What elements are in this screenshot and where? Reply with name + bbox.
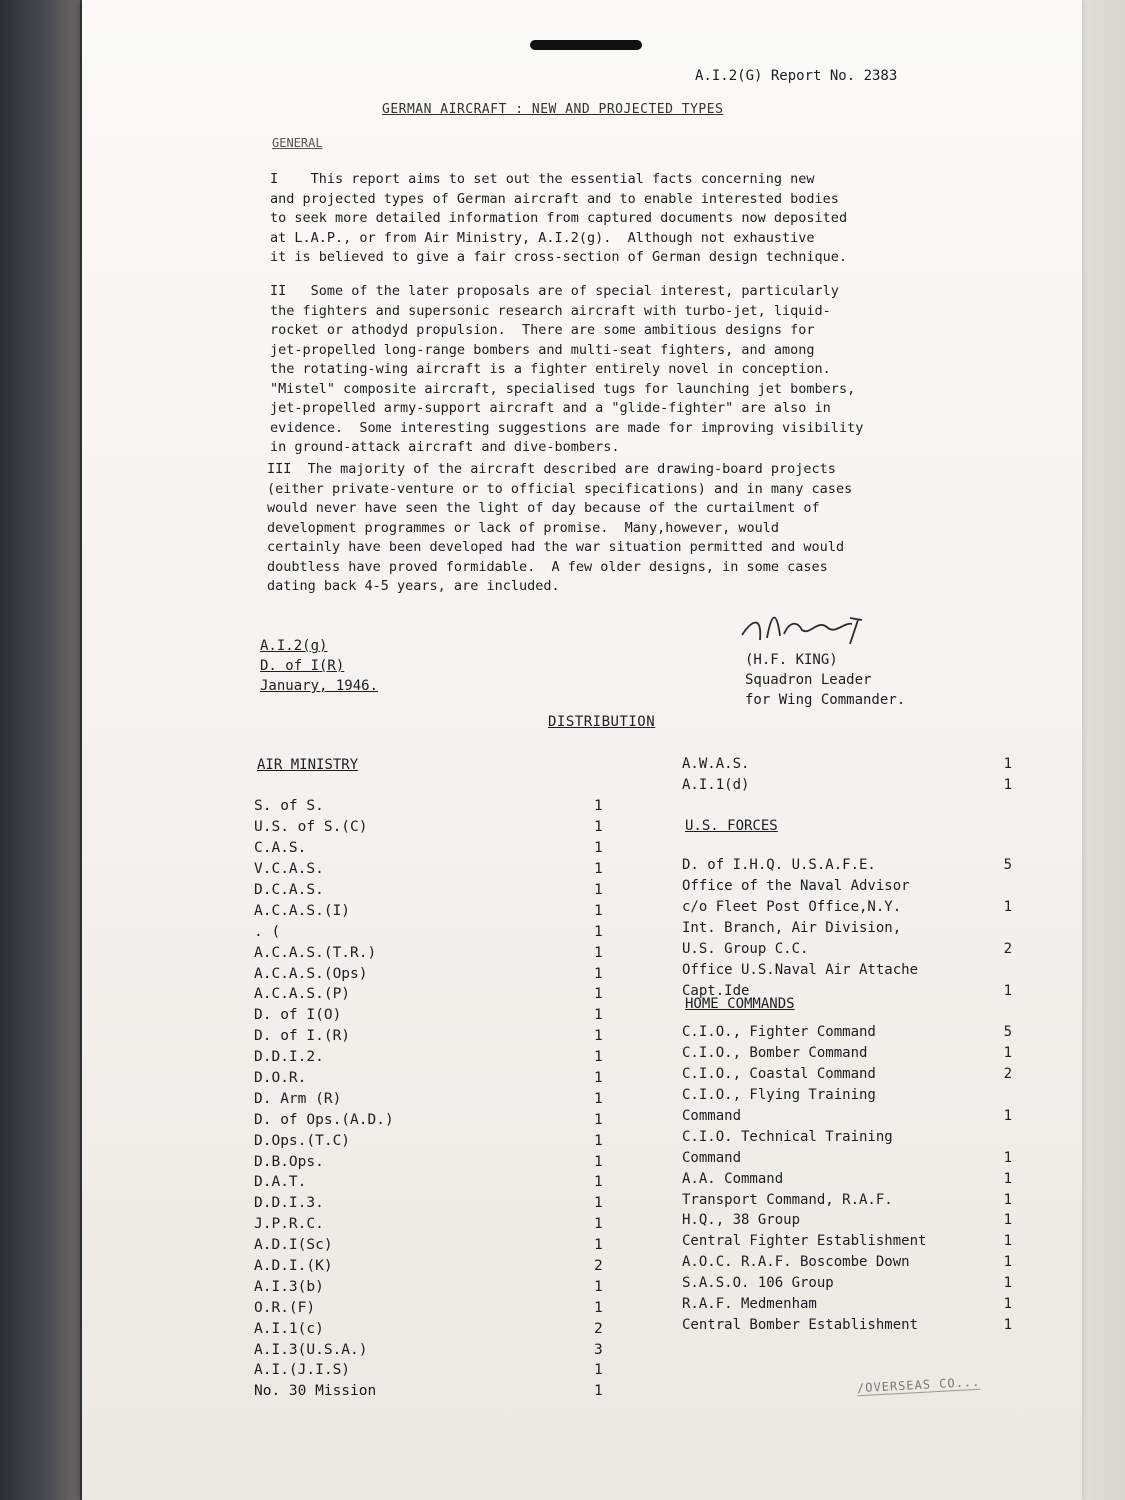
copies: 1 bbox=[594, 902, 603, 919]
copies: 5 bbox=[1003, 1024, 1012, 1041]
copies: 1 bbox=[594, 923, 603, 940]
list-item bbox=[254, 921, 624, 942]
recipient: H.Q., 38 Group bbox=[682, 1212, 801, 1229]
recipient: Int. Branch, Air Division, bbox=[682, 920, 902, 937]
list-item bbox=[254, 1193, 624, 1214]
distribution-heading: DISTRIBUTION bbox=[548, 714, 656, 730]
copies: 1 bbox=[1003, 899, 1012, 916]
recipient: D.Ops.(T.C) bbox=[254, 1132, 351, 1149]
paragraph-2: II Some of the later proposals are of special interest, particularly the fighters and supersonic research aircraft with turbo-jet, liquid- rocket or athodyd propulsion. There are some ambitious designs for jet-propelled long-range bombers and multi-seat fighters, and among the rotating-wing aircraft is a fighter entirely novel in conception. "Mistel" composite aircraft, specialised tugs for launching jet bombers, jet-propelled army-support aircraft and a "glide-fighter" are also in evidence. Some interesting suggestions are made for improving visibility in ground-attack aircraft and dive-bombers. bbox=[270, 283, 864, 455]
copies: 1 bbox=[1003, 1275, 1012, 1292]
list-item bbox=[254, 984, 624, 1005]
list-item bbox=[682, 1147, 1012, 1168]
list-item bbox=[254, 1005, 624, 1026]
list-item bbox=[682, 939, 1012, 960]
recipient: V.C.A.S. bbox=[254, 861, 324, 878]
recipient: D.A.T. bbox=[254, 1174, 307, 1191]
list-item bbox=[682, 1085, 1012, 1106]
air-ministry-heading: AIR MINISTRY bbox=[257, 757, 359, 773]
recipient: C.A.S. bbox=[254, 840, 307, 857]
copies: 1 bbox=[594, 1132, 603, 1149]
recipient: A.I.1(d) bbox=[682, 777, 750, 794]
list-item bbox=[254, 963, 624, 984]
list-item bbox=[682, 775, 1012, 796]
recipient: D. Arm (R) bbox=[254, 1090, 342, 1107]
copies: 1 bbox=[594, 882, 603, 898]
copies: 1 bbox=[594, 1174, 603, 1191]
copies: 1 bbox=[594, 840, 603, 857]
list-item bbox=[682, 1022, 1012, 1043]
copies: 1 bbox=[594, 944, 603, 961]
recipient: Office of the Naval Advisor bbox=[682, 878, 910, 895]
recipient: A.C.A.S.(P) bbox=[254, 986, 351, 1003]
document-page bbox=[82, 0, 1082, 1500]
signature-block bbox=[745, 650, 905, 710]
copies: 1 bbox=[594, 1153, 603, 1170]
copies: 1 bbox=[1003, 982, 1012, 999]
recipient: D. of I(O) bbox=[254, 1007, 342, 1024]
other-recipients-list bbox=[682, 754, 1012, 796]
list-item bbox=[254, 1318, 624, 1339]
copies: 1 bbox=[594, 798, 603, 815]
list-item bbox=[254, 817, 624, 838]
list-item bbox=[682, 918, 1012, 939]
recipient: D.D.I.2. bbox=[254, 1049, 324, 1066]
recipient: A.I.3(U.S.A.) bbox=[254, 1341, 368, 1358]
recipient: A.O.C. R.A.F. Boscombe Down bbox=[682, 1254, 910, 1271]
recipient: A.D.I(Sc) bbox=[254, 1237, 333, 1254]
recipient: U.S. Group C.C. bbox=[682, 941, 809, 957]
copies: 1 bbox=[594, 1049, 603, 1066]
list-item bbox=[254, 1360, 624, 1381]
copies: 1 bbox=[594, 1299, 603, 1316]
copies: 5 bbox=[1003, 857, 1012, 874]
recipient: c/o Fleet Post Office,N.Y. bbox=[682, 899, 902, 916]
recipient: D.D.I.3. bbox=[254, 1195, 324, 1212]
copies: 1 bbox=[594, 819, 603, 836]
recipient: A.C.A.S.(Ops) bbox=[254, 965, 368, 982]
list-item bbox=[682, 1106, 1012, 1127]
list-item bbox=[254, 838, 624, 859]
list-item bbox=[682, 855, 1012, 876]
recipient: A.I.3(b) bbox=[254, 1278, 324, 1295]
recipient: D. of I.(R) bbox=[254, 1028, 351, 1045]
recipient: O.R.(F) bbox=[254, 1299, 316, 1316]
air-ministry-list bbox=[254, 796, 624, 1402]
copies: 1 bbox=[594, 1216, 603, 1233]
list-item bbox=[254, 1047, 624, 1068]
copies: 1 bbox=[594, 1028, 603, 1045]
list-item bbox=[254, 859, 624, 880]
list-item bbox=[682, 876, 1012, 897]
copies: 2 bbox=[594, 1258, 603, 1275]
copies: 1 bbox=[594, 1237, 603, 1254]
copies: 2 bbox=[594, 1320, 603, 1337]
recipient: A.A. Command bbox=[682, 1170, 784, 1187]
list-item bbox=[682, 959, 1012, 980]
recipient: No. 30 Mission bbox=[254, 1383, 377, 1400]
recipient: D.B.Ops. bbox=[254, 1153, 324, 1170]
ref-department: A.I.2(g) bbox=[260, 638, 328, 654]
copies: 1 bbox=[1003, 756, 1012, 773]
handwritten-signature bbox=[732, 600, 892, 650]
list-item bbox=[254, 942, 624, 963]
recipient: D. of Ops.(A.D.) bbox=[254, 1111, 394, 1128]
list-item bbox=[682, 1189, 1012, 1210]
recipient: Central Fighter Establishment bbox=[682, 1233, 927, 1250]
recipient: A.W.A.S. bbox=[682, 756, 750, 773]
copies: 1 bbox=[1003, 1254, 1012, 1271]
list-item bbox=[682, 1231, 1012, 1252]
document-title: GERMAN AIRCRAFT : NEW AND PROJECTED TYPES bbox=[382, 102, 724, 117]
list-item bbox=[254, 1068, 624, 1089]
list-item bbox=[254, 1130, 624, 1151]
recipient: A.I.(J.I.S) bbox=[254, 1362, 351, 1379]
recipient: C.I.O., Flying Training bbox=[682, 1087, 876, 1104]
copies: 1 bbox=[1003, 1212, 1012, 1229]
list-item bbox=[254, 1026, 624, 1047]
faded-stamp: /OVERSEAS CO... bbox=[856, 1374, 981, 1396]
recipient: D. of I.H.Q. U.S.A.F.E. bbox=[682, 857, 876, 874]
list-item bbox=[254, 880, 624, 901]
recipient: Transport Command, R.A.F. bbox=[682, 1191, 893, 1208]
list-item bbox=[682, 1314, 1012, 1335]
signatory-rank: Squadron Leader bbox=[745, 672, 872, 688]
list-item bbox=[254, 1381, 624, 1402]
copies: 1 bbox=[594, 861, 603, 878]
copies: 1 bbox=[1003, 1191, 1012, 1208]
recipient: U.S. of S.(C) bbox=[254, 819, 368, 836]
recipient: S.A.S.O. 106 Group bbox=[682, 1275, 834, 1292]
home-commands-list bbox=[682, 1022, 1012, 1335]
list-item bbox=[682, 1252, 1012, 1273]
signatory-for: for Wing Commander. bbox=[745, 692, 906, 708]
list-item bbox=[254, 1088, 624, 1109]
list-item bbox=[254, 1339, 624, 1360]
us-forces-heading: U.S. FORCES bbox=[685, 818, 778, 834]
ref-directorate: D. of I(R) bbox=[260, 658, 345, 674]
list-item bbox=[682, 1043, 1012, 1064]
recipient: D.C.A.S. bbox=[254, 882, 324, 898]
copies: 1 bbox=[1003, 1316, 1012, 1333]
signatory-name: (H.F. KING) bbox=[745, 652, 838, 668]
copies: 1 bbox=[594, 1007, 603, 1024]
recipient: Command bbox=[682, 1108, 742, 1124]
copies: 3 bbox=[594, 1341, 603, 1358]
list-item bbox=[682, 1294, 1012, 1315]
copies: 1 bbox=[594, 965, 603, 982]
recipient: A.C.A.S.(I) bbox=[254, 902, 351, 919]
copies: 1 bbox=[594, 1383, 603, 1400]
copies: 1 bbox=[594, 1195, 603, 1212]
list-item bbox=[682, 1126, 1012, 1147]
recipient: C.I.O., Coastal Command bbox=[682, 1066, 876, 1083]
list-item bbox=[254, 900, 624, 921]
copies: 1 bbox=[1003, 1233, 1012, 1250]
recipient: Central Bomber Establishment bbox=[682, 1316, 919, 1333]
recipient: . ( bbox=[254, 923, 281, 940]
ref-date: January, 1946. bbox=[260, 678, 379, 694]
copies: 2 bbox=[1003, 1066, 1012, 1083]
recipient: C.I.O. Technical Training bbox=[682, 1128, 893, 1145]
recipient: R.A.F. Medmenham bbox=[682, 1296, 817, 1313]
list-item bbox=[682, 1210, 1012, 1231]
recipient: A.C.A.S.(T.R.) bbox=[254, 944, 377, 961]
recipient: Capt.Ide bbox=[682, 982, 750, 999]
redaction-bar bbox=[530, 40, 642, 50]
list-item bbox=[682, 1064, 1012, 1085]
paragraph-1: I This report aims to set out the essential facts concerning new and projected types of German aircraft and to enable interested bodies to seek more detailed information from captured documents now deposited at L.A.P., or from Air Ministry, A.I.2(g). Although not exhaustive it is believed to give a fair cross-section of German design technique. bbox=[270, 171, 848, 265]
list-item bbox=[254, 1297, 624, 1318]
copies: 1 bbox=[594, 986, 603, 1003]
list-item bbox=[254, 1109, 624, 1130]
section-heading: GENERAL bbox=[272, 136, 323, 150]
recipient: Office U.S.Naval Air Attache bbox=[682, 961, 919, 978]
recipient: Command bbox=[682, 1149, 742, 1166]
copies: 2 bbox=[1003, 941, 1012, 957]
recipient: C.I.O., Fighter Command bbox=[682, 1024, 876, 1041]
copies: 1 bbox=[594, 1090, 603, 1107]
copies: 1 bbox=[594, 1362, 603, 1379]
list-item bbox=[682, 897, 1012, 918]
recipient: C.I.O., Bomber Command bbox=[682, 1045, 868, 1062]
list-item bbox=[682, 1168, 1012, 1189]
copies: 1 bbox=[1003, 1149, 1012, 1166]
list-item bbox=[682, 1273, 1012, 1294]
list-item bbox=[254, 1214, 624, 1235]
list-item bbox=[254, 1276, 624, 1297]
copies: 1 bbox=[594, 1278, 603, 1295]
recipient: S. of S. bbox=[254, 798, 324, 815]
recipient: A.I.1(c) bbox=[254, 1320, 324, 1337]
us-forces-list bbox=[682, 855, 1012, 1001]
copies: 1 bbox=[1003, 777, 1012, 794]
copies: 1 bbox=[1003, 1170, 1012, 1187]
list-item bbox=[254, 1235, 624, 1256]
copies: 1 bbox=[1003, 1045, 1012, 1062]
recipient: D.O.R. bbox=[254, 1070, 307, 1087]
recipient: J.P.R.C. bbox=[254, 1216, 324, 1233]
list-item bbox=[682, 754, 1012, 775]
list-item bbox=[254, 1256, 624, 1277]
copies: 1 bbox=[1003, 1108, 1012, 1124]
desk-background bbox=[0, 0, 80, 1500]
list-item bbox=[254, 1172, 624, 1193]
report-number: A.I.2(G) Report No. 2383 bbox=[695, 68, 898, 84]
copies: 1 bbox=[594, 1111, 603, 1128]
home-commands-heading: HOME COMMANDS bbox=[685, 996, 795, 1012]
reference-block bbox=[260, 636, 378, 696]
copies: 1 bbox=[594, 1070, 603, 1087]
recipient: A.D.I.(K) bbox=[254, 1258, 333, 1275]
list-item bbox=[254, 1151, 624, 1172]
paragraph-3: III The majority of the aircraft described are drawing-board projects (either private-venture or to official specifications) and in many cases would never have seen the light of day because of the curtailment of development programmes or lack of promise. Many,however, would certainly have been developed had the war situation permitted and would doubtless have proved formidable. A few older designs, in some cases dating back 4-5 years, are included. bbox=[267, 461, 853, 594]
copies: 1 bbox=[1003, 1296, 1012, 1313]
list-item bbox=[254, 796, 624, 817]
